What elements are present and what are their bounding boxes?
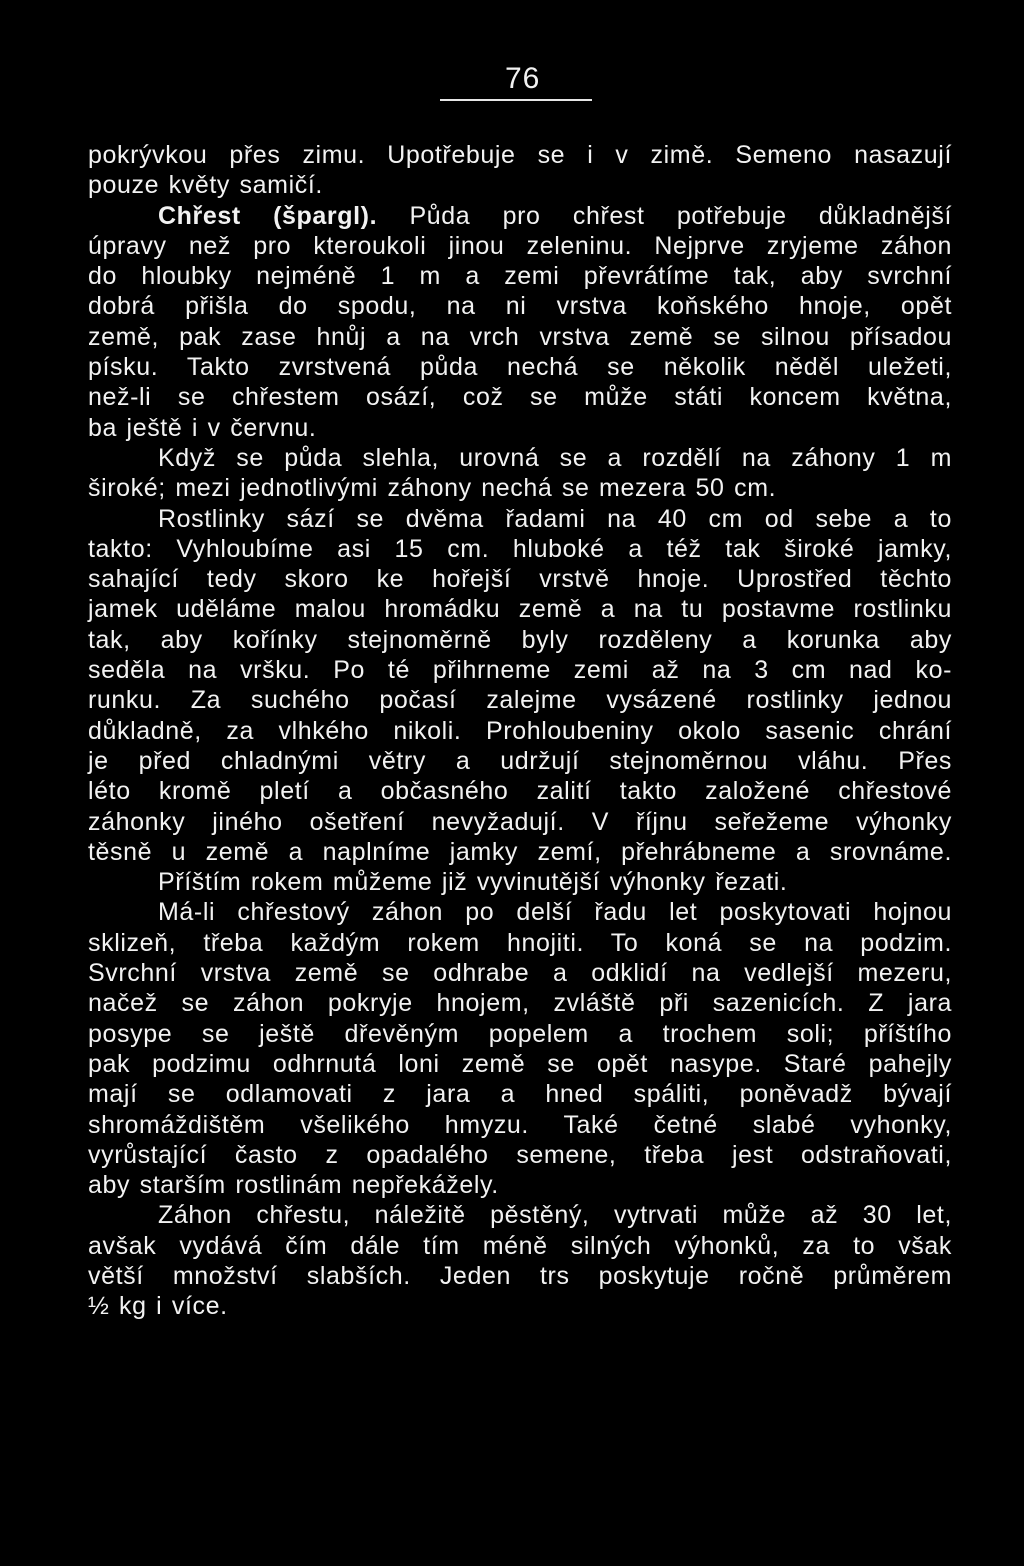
text-line: ½ kg i více. [88,1292,228,1321]
text-line [88,201,952,231]
section-heading: Chřest (špargl). [158,201,378,230]
text-line: Má-li chřestový záhon po delší řadu let poskytovati hojnou [158,898,952,927]
text-line: větší množství slabších. Jeden trs poskytuje ročně průměrem [88,1261,952,1290]
text-line: pak podzimu odhrnutá loni země se opět nasype. Staré pahejly [88,1049,952,1078]
text-line: do hloubky nejméně 1 m a zemi převrátíme tak, aby svrchní [88,262,952,291]
text-line: je před chladnými větry a udržují stejnoměrnou vláhu. Přes [88,746,952,775]
text-line: pouze květy samičí. [88,171,323,200]
text-line: Příštím rokem můžeme již vyvinutější výhonky řezati. [158,868,788,897]
text-line: aby starším rostlinám nepřekážely. [88,1171,499,1200]
text-line: Svrchní vrstva země se odhrabe a odklidí na vedlejší mezeru, [88,959,952,988]
text-line: jamek uděláme malou hromádku země a na tu postavme rostlinku [88,595,952,624]
text-line: tak, aby kořínky stejnoměrně byly rozděleny a korunka aby [88,625,952,654]
text-line: Když se půda slehla, urovná se a rozdělí na záhony 1 m [158,443,952,472]
text-line: takto: Vyhloubíme asi 15 cm. hluboké a též tak široké jamky, [88,534,952,563]
text-line: než-li se chřestem osází, což se může státi koncem května, [88,383,952,412]
page-number: 76 [505,62,541,95]
text-line: seděla na vršku. Po té přihrneme zemi až na 3 cm nad ko- [88,656,952,685]
text-line: léto kromě pletí a občasného zalití takto založené chřestové [88,777,952,806]
text-line: úpravy než pro kteroukoli jinou zeleninu. Nejprve zryjeme záhon [88,231,952,260]
text-line: sahající tedy skoro ke hořejší vrstvě hnoje. Uprostřed těchto [88,565,952,594]
text-line: avšak vydává čím dále tím méně silných výhonků, za to však [88,1231,952,1260]
text-line: runku. Za suchého počasí zalejme vysázené rostlinky jednou [88,686,952,715]
text-line: Záhon chřestu, náležitě pěstěný, vytrvati může až 30 let, [158,1201,952,1230]
text-line: shromáždištěm všelikého hmyzu. Také četné slabé vyhonky, [88,1110,952,1139]
text-line: záhonky jiného ošetření nevyžadují. V říjnu seřežeme výhonky [88,807,952,836]
text-line: pokrývkou přes zimu. Upotřebuje se i v zimě. Semeno nasazují [88,141,952,169]
text-line: dobrá přišla do spodu, na ni vrstva koňského hnoje, opět [88,292,952,321]
text-line: posype se ještě dřevěným popelem a trochem soli; příštího [88,1019,952,1048]
text-line: vyrůstající často z opadalého semene, třeba jest odstraňovati, [88,1140,952,1169]
text-line: důkladně, za vlhkého nikoli. Prohloubeniny okolo sasenic chrání [88,716,952,745]
text-line: ba ještě i v červnu. [88,413,317,442]
text-line: písku. Takto zvrstvená půda nechá se několik něděl uležeti, [88,353,952,382]
text-line: sklizeň, třeba každým rokem hnojiti. To koná se na podzim. [88,928,952,957]
text-line-part: Půda pro chřest potřebuje důkladnější [409,201,952,230]
text-line: země, pak zase hnůj a na vrch vrstva země se silnou přísadou [88,322,952,351]
page-number-rule [440,99,592,101]
text-line: široké; mezi jednotlivými záhony nechá se mezera 50 cm. [88,474,777,503]
text-line: těsně u země a naplníme jamky zemí, přehrábneme a srovnáme. [88,837,952,866]
text-line: mají se odlamovati z jara a hned spáliti, poněvadž bývají [88,1080,952,1109]
text-line: načež se záhon pokryje hnojem, zvláště při sazenicích. Z jara [88,989,952,1018]
text-line: Rostlinky sází se dvěma řadami na 40 cm od sebe a to [158,504,952,533]
body-text [88,140,952,1322]
